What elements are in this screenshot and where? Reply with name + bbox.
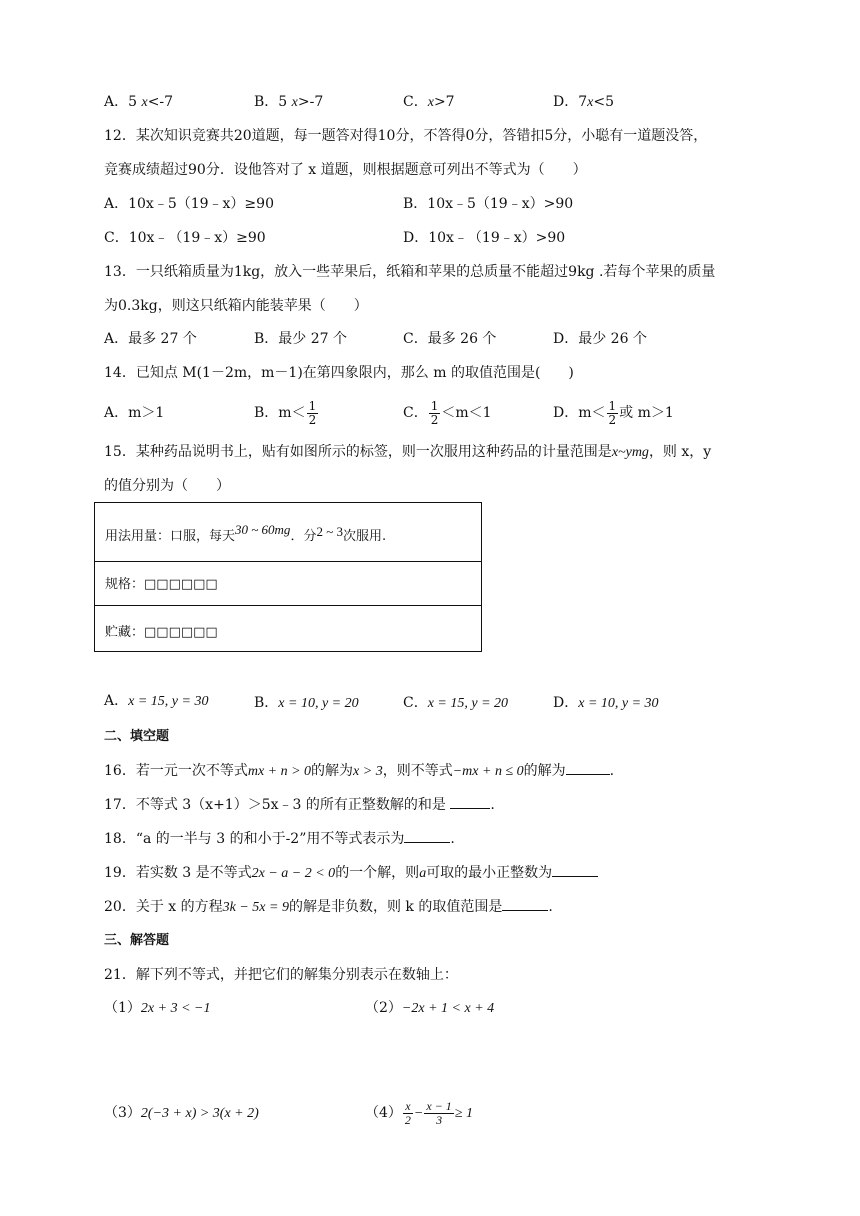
answer-blank — [404, 842, 450, 843]
answer-blank — [450, 808, 490, 809]
q15-stem-line1: 15．某种药品说明书上，贴有如图所示的标签，则一次服用这种药品的计量范围是x~ymg，则 x，y — [104, 444, 712, 460]
q20: 20．关于 x 的方程3k − 5x = 9的解是非负数，则 k 的取值范围是 . — [104, 899, 553, 915]
label-divider — [95, 561, 481, 562]
answer-blank — [566, 774, 610, 775]
fraction-x-minus-1-over-3: $\frac{x - 1}{3}$ — [426, 1098, 452, 1127]
q12-stem-line2: 竞赛成绩超过90分．设他答对了 x 道题，则根据题意可列出不等式为（ ） — [104, 162, 587, 178]
q21-part3: （3）2(−3 + x) > 3(x + 2) — [104, 1105, 259, 1121]
q12-option-c: C．10x﹣（19﹣x）≥90 — [104, 230, 266, 246]
q14-option-d: D．m＜ $\frac{1}{2}$ 或 m＞1 — [553, 398, 674, 427]
q15-option-a: A．x = 15, y = 30 — [104, 693, 209, 709]
q19: 19．若实数 3 是不等式2x − a − 2 < 0的一个解，则a可取的最小正整数为 — [104, 863, 598, 884]
fraction-x-over-2: $\frac{x}{2}$ — [404, 1098, 411, 1127]
answer-blank — [552, 876, 598, 877]
q12-option-b: B．10x﹣5（19﹣x）>90 — [403, 196, 574, 212]
section-solution-title: 三、解答题 — [104, 933, 170, 948]
fraction-one-half: $\frac{1}{2}$ — [608, 398, 617, 427]
q14-option-c: C． $\frac{1}{2}$ ＜m＜1 — [403, 398, 492, 427]
q11-option-b: B．5 x>-7 — [254, 94, 324, 110]
q21-part2: （2）−2x + 1 < x + 4 — [365, 1000, 495, 1016]
label-divider — [95, 605, 481, 606]
section-fill-in-blank-title: 二、填空题 — [104, 729, 170, 744]
q15-option-d: D．x = 10, y = 30 — [553, 695, 659, 711]
medicine-label-box — [94, 502, 482, 652]
q21-part1: （1）2x + 3 < −1 — [104, 1000, 211, 1016]
q14-option-b: B．m＜ $\frac{1}{2}$ — [254, 398, 317, 427]
q11-option-a: A．5 x<-7 — [104, 94, 174, 110]
q14-stem: 14．已知点 M(1－2m，m－1)在第四象限内，那么 m 的取值范围是( ) — [104, 365, 574, 381]
q11-option-c: C．x>7 — [403, 94, 455, 110]
q18: 18．“a 的一半与 3 的和小于-2”用不等式表示为 . — [104, 831, 455, 847]
q14-option-a: A．m＞1 — [104, 405, 165, 421]
q15-stem-line2: 的值分别为（ ） — [104, 478, 230, 494]
label-spec: 规格：□□□□□□ — [105, 577, 218, 592]
q21-stem: 21．解下列不等式，并把它们的解集分别表示在数轴上： — [104, 967, 458, 983]
q15-option-b: B．x = 10, y = 20 — [254, 695, 359, 711]
q13-option-d: D．最少 26 个 — [553, 331, 647, 347]
q15-option-c: C．x = 15, y = 20 — [403, 695, 509, 711]
q12-option-d: D．10x﹣（19﹣x）>90 — [403, 230, 566, 246]
q13-option-a: A．最多 27 个 — [104, 331, 197, 347]
q13-option-c: C．最多 26 个 — [403, 331, 497, 347]
q13-stem-line1: 13．一只纸箱质量为1kg，放入一些苹果后，纸箱和苹果的总质量不能超过9kg .若每个苹果的质量 — [104, 264, 716, 280]
fraction-one-half: $\frac{1}{2}$ — [308, 398, 317, 427]
q12-option-a: A．10x﹣5（19﹣x）≥90 — [104, 196, 274, 212]
q21-part4: （4） $\frac{x}{2}$ − $\frac{x - 1}{3}$ ≥ 1 — [365, 1098, 473, 1127]
q13-option-b: B．最少 27 个 — [254, 331, 348, 347]
label-storage: 贮藏：□□□□□□ — [105, 625, 218, 640]
q13-stem-line2: 为0.3kg，则这只纸箱内能装苹果（ ） — [104, 298, 368, 314]
answer-blank — [502, 910, 548, 911]
label-dosage: 用法用量：口服，每天30 ~ 60mg．分2 ~ 3次服用. — [105, 522, 387, 544]
q11-option-d: D．7x<5 — [553, 94, 614, 110]
fraction-one-half: $\frac{1}{2}$ — [430, 398, 439, 427]
q16: 16．若一元一次不等式mx + n > 0的解为x > 3，则不等式−mx + n ≤ 0的解为 . — [104, 763, 615, 779]
q17: 17．不等式 3（x+1）＞5x﹣3 的所有正整数解的和是 . — [104, 797, 495, 813]
q12-stem-line1: 12．某次知识竞赛共20道题，每一题答对得10分，不答得0分，答错扣5分，小聪有一道题没答， — [104, 128, 708, 144]
